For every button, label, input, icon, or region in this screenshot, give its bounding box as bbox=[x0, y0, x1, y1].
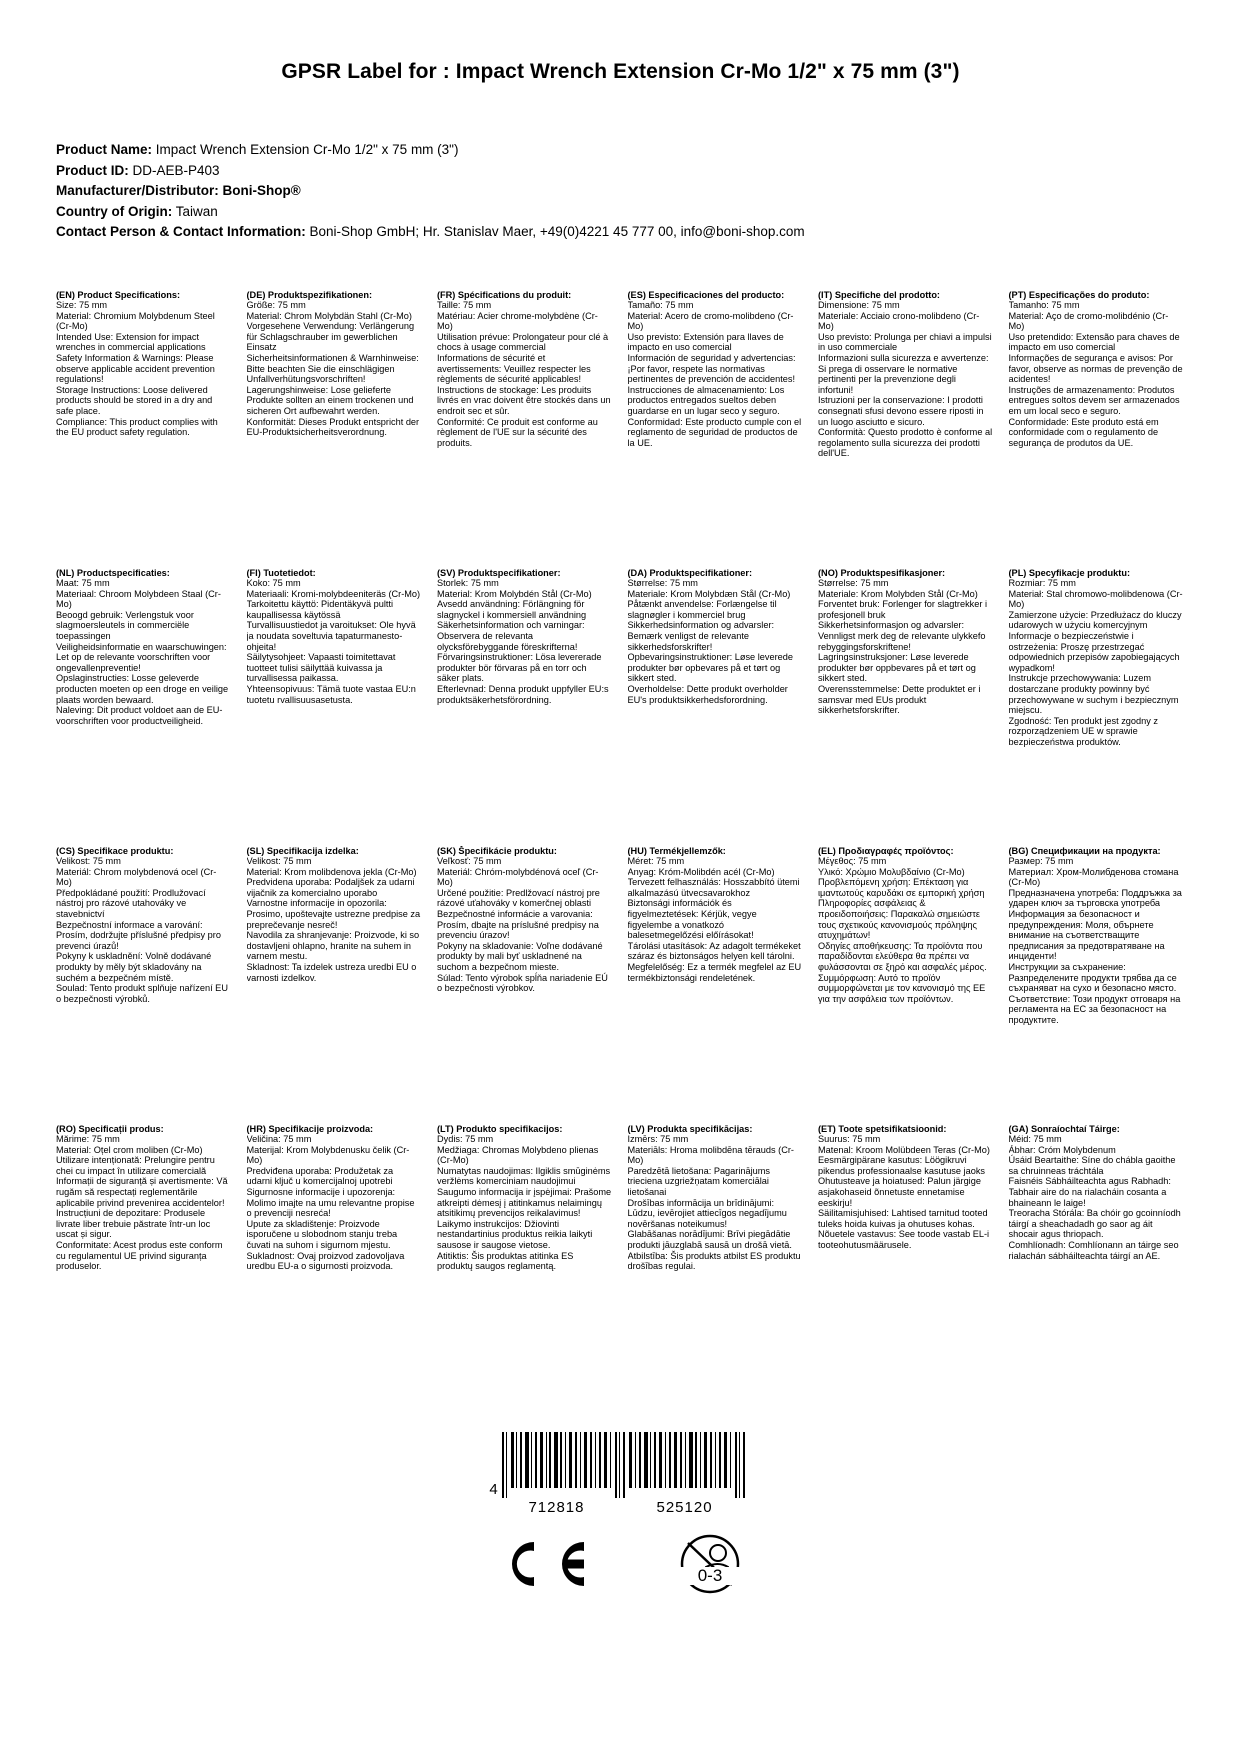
spec-body: Storlek: 75 mm Material: Krom Molybdén Stål (Cr-Mo) Avsedd användning: Förlängning för slagnyckel i kommersiell användning Säkerhetsinformation och varningar: Observera de relevanta olycksförebyggande föreskrifterna! Förvaringsinstruktioner: Lösa levererade produkter bör förvaras på en torr och säker plats. Efterlevnad: Denna produkt uppfyller EU:s produktsäkerhetsförordning. bbox=[437, 578, 609, 705]
spec-cell-sv bbox=[437, 568, 614, 846]
spec-cell-lt bbox=[437, 1124, 614, 1402]
contact-label: Contact Person & Contact Information: bbox=[56, 224, 306, 239]
spec-title: (ET) Toote spetsifikatsioonid: bbox=[818, 1123, 947, 1134]
spec-title: (SK) Špecifikácie produktu: bbox=[437, 845, 557, 856]
spec-body: Veľkosť: 75 mm Materiál: Chróm-molybdénová oceľ (Cr-Mo) Určené použitie: Predlžovací nástroj pre rázové uťahováky v komerčnej oblasti Bezpečnostné informácie a varovania: Prosím, dbajte na príslušné predpisy na prevenciu úrazov! Pokyny na skladovanie: Voľne dodávané produkty by mali byť uskladnené na suchom a bezpečnom mieste. Súlad: Tento výrobok spĺňa nariadenie EÚ o bezpečnosti výrobkov. bbox=[437, 856, 608, 994]
spec-title: (NO) Produktspesifikasjoner: bbox=[818, 567, 946, 578]
spec-cell-nl bbox=[56, 568, 233, 846]
meta-row-country bbox=[56, 202, 1185, 222]
spec-title: (GA) Sonraíochtaí Táirge: bbox=[1008, 1123, 1120, 1134]
page-title: GPSR Label for : Impact Wrench Extension Cr-Mo 1/2" x 75 mm (3") bbox=[281, 60, 960, 83]
country-label: Country of Origin: bbox=[56, 203, 173, 219]
spec-title: (RO) Specificații produs: bbox=[56, 1123, 164, 1134]
spec-cell-et bbox=[818, 1124, 995, 1402]
spec-title: (SV) Produktspecifikationer: bbox=[437, 567, 561, 578]
manufacturer-label: Manufacturer/Distributor: bbox=[56, 183, 219, 198]
svg-text:0-3: 0-3 bbox=[697, 1566, 722, 1585]
spec-cell-de bbox=[247, 290, 424, 568]
spec-title: (EN) Product Specifications: bbox=[56, 289, 181, 300]
spec-title: (LV) Produkta specifikācijas: bbox=[627, 1123, 753, 1134]
spec-body: Størrelse: 75 mm Materiale: Krom Molybdæn Stål (Cr-Mo) Påtænkt anvendelse: Forlængelse til slagnøgler i kommerciel brug Sikkerhedsinformation og advarsler: Bemærk venligst de relevante sikkerhedsforskrifter! Opbevaringsinstruktioner: Løse leverede produkter bør opbevares på et tørt og sikkert sted. Overholdelse: Dette produkt overholder EU's produktsikkerhedsforordning. bbox=[627, 578, 793, 705]
product-id-value: DD-AEB-P403 bbox=[132, 162, 220, 178]
spec-cell-ga bbox=[1009, 1124, 1186, 1402]
spec-cell-it bbox=[818, 290, 995, 568]
spec-body: Veličina: 75 mm Materijal: Krom Molybdenusku čelik (Cr-Mo) Predviđena uporaba: Produžetak za udarni ključ u komercijalnoj upotrebi Sigurnosne informacije i upozorenja: Molimo imajte na umu relevantne propise o prevenciji nesreća! Upute za skladištenje: Proizvode isporučene u slobodnom stanju treba čuvati na suhom i sigurnom mjestu. Sukladnost: Ovaj proizvod zadovoljava uredbu EU-a o sigurnosti proizvoda. bbox=[246, 1134, 415, 1272]
spec-title: (BG) Спецификации на продукта: bbox=[1008, 845, 1161, 856]
contact-value: Boni-Shop GmbH; Hr. Stanislav Maer, +49(0)4221 45 777 00, info@boni-shop.com bbox=[309, 224, 805, 239]
language-spec-grid bbox=[56, 290, 1185, 1402]
country-value: Taiwan bbox=[175, 203, 218, 219]
spec-cell-hr bbox=[247, 1124, 424, 1402]
spec-cell-pl bbox=[1009, 568, 1186, 846]
spec-body: Maat: 75 mm Materiaal: Chroom Molybdeen Staal (Cr-Mo) Beoogd gebruik: Verlengstuk voor slagmoersleutels in commerciële toepassingen Veiligheidsinformatie en waarschuwingen: Let op de relevante voorschriften voor ongevallenpreventie! Opslaginstructies: Losse geleverde producten moeten op een droge en veilige plaats worden bewaard. Naleving: Dit product voldoet aan de EU-voorschriften voor productveiligheid. bbox=[56, 578, 229, 726]
spec-cell-es bbox=[628, 290, 805, 568]
spec-body: Mărime: 75 mm Material: Oțel crom moliben (Cr-Mo) Utilizare intenționată: Prelungire pentru chei cu impact în utilizare comercială Informații de siguranță și avertismente: Vă rugăm să respectați reglementările aplicabile privind prevenirea accidentelor! Instrucțiuni de depozitare: Produsele livrate liber trebuie păstrate într-un loc uscat și sigur. Conformitate: Acest produs este conform cu regulamentul UE privind siguranța produselor. bbox=[56, 1134, 228, 1272]
spec-title: (HR) Specifikacije proizvoda: bbox=[246, 1123, 374, 1134]
spec-title: (CS) Specifikace produktu: bbox=[56, 845, 174, 856]
spec-cell-bg bbox=[1009, 846, 1186, 1124]
spec-title: (ES) Especificaciones del producto: bbox=[627, 289, 785, 300]
spec-body: Suurus: 75 mm Matenal: Kroom Molübdeen Teras (Cr-Mo) Eesmärgipärane kasutus: Löögikruvi pikendus professionaalse kasutuse jaoks Ohutusteave ja hoiatused: Palun järgige asjakohaseid õnnetuste ennetamise eeskirju! Säilitamisjuhised: Lahtised tarnitud tooted tuleks hoida kuivas ja ohutuses kohas. Nõuetele vastavus: See toode vastab EL-i tooteohutusmäärusele. bbox=[818, 1134, 990, 1251]
spec-body: Größe: 75 mm Material: Chrom Molybdän Stahl (Cr-Mo) Vorgesehene Verwendung: Verlängerung für Schlagschrauber im gewerblichen Einsatz Sicherheitsinformationen & Warnhinweise: Bitte beachten Sie die einschlägigen Unfallverhütungsvorschriften! Lagerungshinweise: Lose gelieferte Produkte sollten an einem trockenen und sicheren Ort aufbewahrt werden. Konformität: Dieses Produkt entspricht der EU-Produktsicherheitsverordnung. bbox=[246, 300, 420, 438]
spec-cell-da bbox=[628, 568, 805, 846]
spec-body: Izmērs: 75 mm Materiāls: Hroma molibdēna tērauds (Cr-Mo) Paredzētā lietošana: Pagarinājums trieciena uzgriežņatam komerciālai lietošanai Drošības informācija un brīdinājumi: Lūdzu, ievērojiet attiecīgos negadījumu novēršanas noteikumus! Glabāšanas norādījumi: Brīvi piegādātie produkti jāuzglabā sausā un drošā vietā. Atbilstība: Šis produkts atbilst ES produktu drošības regulai. bbox=[627, 1134, 801, 1272]
spec-cell-ro bbox=[56, 1124, 233, 1402]
meta-row-product-name bbox=[56, 140, 1185, 160]
spec-body: Rozmiar: 75 mm Materiał: Stal chromowo-molibdenowa (Cr-Mo) Zamierzone użycie: Przedłużacz do kluczy udarowych w użyciu komercyjnym Informacje o bezpieczeństwie i ostrzeżenia: Proszę przestrzegać odpowiednich przepisów zapobiegających wypadkom! Instrukcje przechowywania: Luzem dostarczane produkty powinny być przechowywane w suchym i bezpiecznym miejscu. Zgodność: Ten produkt jest zgodny z rozporządzeniem UE w sprawie bezpieczeństwa produktów. bbox=[1008, 578, 1183, 747]
spec-cell-cs bbox=[56, 846, 233, 1124]
spec-title: (IT) Specifiche del prodotto: bbox=[818, 289, 940, 300]
spec-body: Koko: 75 mm Materiaali: Kromi-molybdeeniteräs (Cr-Mo) Tarkoitettu käyttö: Pidentäkyvä pultti kaupallisessa käytössä Turvallisuustiedot ja varoitukset: Ole hyvä ja noudata soveltuvia tapaturmanesto-ohjeita! Säilytysohjeet: Vapaasti toimitettavat tuotteet tulisi säilyttää kuivassa ja turvallisessa paikassa. Yhteensopivuus: Tämä tuote vastaa EU:n tuotetu rvallisuusasetusta. bbox=[246, 578, 421, 705]
spec-body: Velikost: 75 mm Material: Krom molibdenova jekla (Cr-Mo) Predvidena uporaba: Podaljšek za udarni vijačnik za komercialno uporabo Varnostne informacije in opozorila: Prosimo, upoštevajte ustrezne predpise za preprečevanje nesreč! Navodila za shranjevanje: Proizvode, ki so dostavljeni ohlapno, hranite na suhem in varnem mestu. Skladnost: Ta izdelek ustreza uredbi EU o varnosti izdelkov. bbox=[246, 856, 421, 983]
spec-body: Taille: 75 mm Matériau: Acier chrome-molybdène (Cr-Mo) Utilisation prévue: Prolongateur pour clé à chocs à usage commercial Informations de sécurité et avertissements: Veuillez respecter les règlements de sécurité applicables! Instructions de stockage: Les produits livrés en vrac doivent être stockés dans un endroit sec et sûr. Conformité: Ce produit est conforme au règlement de l'UE sur la sécurité des produits. bbox=[437, 300, 611, 448]
product-meta-block bbox=[56, 140, 1185, 242]
spec-body: Tamanho: 75 mm Material: Aço de cromo-molibdénio (Cr-Mo) Uso pretendido: Extensão para chaves de impacto em uso comercial Informações de segurança e avisos: Por favor, observe as normas de prevenção de acidentes! Instruções de armazenamento: Produtos entregues soltos devem ser armazenados em um local seco e seguro. Conformidade: Este produto está em conformidade com o regulamento de segurança de produtos da UE. bbox=[1008, 300, 1183, 448]
spec-title: (DE) Produktspezifikationen: bbox=[246, 289, 373, 300]
spec-cell-hu bbox=[628, 846, 805, 1124]
spec-title: (EL) Προδιαγραφές προϊόντος: bbox=[818, 845, 954, 856]
spec-cell-fi bbox=[247, 568, 424, 846]
spec-body: Tamaño: 75 mm Material: Acero de cromo-molibdeno (Cr-Mo) Uso previsto: Extensión para llaves de impacto en uso comercial Información de seguridad y advertencias: ¡Por favor, respete las normativas pertinentes de prevención de accidentes! Instrucciones de almacenamiento: Los productos entregados sueltos deben guardarse en un lugar seco y seguro. Conformidad: Este producto cumple con el reglamento de seguridad de productos de la UE. bbox=[627, 300, 802, 448]
spec-body: Dydis: 75 mm Medžiaga: Chromas Molybdeno plienas (Cr-Mo) Numatytas naudojimas: Ilgiklis smūginėms veržlėms komerciniam naudojimui Saugumo informacija ir įspėjimai: Prašome atkreipti dėmesį į atitinkamus nelaimingų atsitikimų prevencijos reikalavimus! Laikymo instrukcijos: Džiovinti nestandartinius produktus reikia laikyti sausose ir saugose vietose. Atitiktis: Šis produktas atitinka ES produktų saugos reglamentą. bbox=[437, 1134, 612, 1272]
no-children-under-3-icon bbox=[676, 1533, 744, 1600]
spec-title: (FR) Spécifications du produit: bbox=[437, 289, 572, 300]
spec-cell-no bbox=[818, 568, 995, 846]
manufacturer-value: Boni-Shop® bbox=[222, 183, 301, 198]
spec-title: (PL) Specyfikacje produktu: bbox=[1008, 567, 1131, 578]
spec-body: Størrelse: 75 mm Materiale: Krom Molybden Stål (Cr-Mo) Forventet bruk: Forlenger for slagtrekker i profesjonell bruk Sikkerhetsinformasjon og advarsler: Vennligst merk deg de relevante ulykkefo rebyggingsforskriftene! Lagringsinstruksjoner: Løse leverede produkter bør oppbevares på et tørt og sikkert sted. Overensstemmelse: Dette produktet er i samsvar med EUs produkt sikkerhetsforskrifter. bbox=[818, 578, 988, 716]
spec-body: Μέγεθος: 75 mm Υλικό: Χρώμιο Μολυβδαίνιο (Cr-Mo) Προβλεπόμενη χρήση: Επέκταση για ιμαντωτούς καρυδάκι σε εμπορική χρήση Πληροφορίες ασφάλειας & προειδοποιήσεις: Παρακαλώ σημειώστε τους σχετικούς κανονισμούς πρόληψης ατυχημάτων! Οδηγίες αποθήκευσης: Τα προϊόντα που παραδίδονται ελεύθερα θα πρέπει να φυλάσσονται σε ξηρό και ασφαλές μέρος. Συμμόρφωση: Αυτό το προϊόν συμμορφώνεται με τον κανονισμό της ΕΕ για την ασφάλεια των προϊόντων. bbox=[818, 856, 987, 1004]
barcode-bars bbox=[502, 1432, 752, 1498]
meta-row-product-id bbox=[56, 161, 1185, 181]
spec-title: (FI) Tuotetiedot: bbox=[246, 567, 316, 578]
spec-title: (DA) Produktspecifikationer: bbox=[627, 567, 753, 578]
barcode bbox=[489, 1420, 751, 1498]
product-name-label: Product Name: bbox=[56, 142, 153, 157]
spec-cell-pt bbox=[1009, 290, 1186, 568]
barcode-bars-svg bbox=[502, 1432, 752, 1498]
spec-body: Velikost: 75 mm Materiál: Chrom molybdenová ocel (Cr-Mo) Předpokládané použití: Prodlužovací nástroj pro rázové utahováky ve stavebnictví Bezpečnostní informace a varování: Prosím, dodržujte příslušné předpisy pro prevenci úrazů! Pokyny k uskladnění: Volně dodávané produkty by měly být skladovány na suchém a bezpečném místě. Soulad: Tento produkt splňuje nařízení EU o bezpečnosti výrobků. bbox=[56, 856, 228, 1004]
spec-cell-sk bbox=[437, 846, 614, 1124]
spec-body: Size: 75 mm Material: Chromium Molybdenum Steel (Cr-Mo) Intended Use: Extension for impact wrenches in commercial applications Safety Information & Warnings: Please observe applicable accident prevention regulations! Storage Instructions: Loose delivered products should be stored in a dry and safe place. Compliance: This product complies with the EU product safety regulation. bbox=[56, 300, 218, 438]
meta-row-manufacturer bbox=[56, 181, 1185, 201]
spec-cell-en bbox=[56, 290, 233, 568]
barcode-area bbox=[56, 1420, 1185, 1516]
spec-body: Размер: 75 mm Материал: Хром-Молибденова стомана (Cr-Mo) Предназначена употреба: Поддръжка за ударен ключ за търговска употреба Информация за безопасност и предупреждения: Моля, обърнете внимание на съответстващите предписания за предотвратяване на инциденти! Инструкции за съхранение: Разпределените продукти трябва да се съхраняват на сухо и безопасно място. Съответствие: Този продукт отговаря на регламента на ЕС за безопасност на продуктите. bbox=[1008, 856, 1182, 1025]
meta-row-contact bbox=[56, 222, 1185, 242]
spec-title: (PT) Especificações do produto: bbox=[1008, 289, 1150, 300]
spec-title: (NL) Productspecificaties: bbox=[56, 567, 170, 578]
spec-title: (LT) Produkto specifikacijos: bbox=[437, 1123, 563, 1134]
product-id-label: Product ID: bbox=[56, 162, 129, 178]
product-name-value: Impact Wrench Extension Cr-Mo 1/2" x 75 mm (3") bbox=[155, 142, 459, 157]
barcode-leading-digit: 4 bbox=[489, 1480, 498, 1498]
spec-cell-fr bbox=[437, 290, 614, 568]
spec-title: (HU) Termékjellemzők: bbox=[627, 845, 726, 856]
spec-cell-lv bbox=[628, 1124, 805, 1402]
spec-body: Méid: 75 mm Ábhar: Cróm Molybdenum Úsáid Beartaithe: Síne do chábla gaoithe sa chruinneas tráchtála Faisnéis Sábháilteachta agus Rabhadh: Tabhair aire do na rialacháin cosanta a bhaineann le laige! Treoracha Stórála: Ba chóir go gcoinníodh táirgí a sheachadadh go saor ag áit shocair agus thriopach. Comhlíonadh: Comhlíonann an táirge seo rialachán sábháilteachta táirgí an AE. bbox=[1008, 1134, 1181, 1261]
spec-cell-sl bbox=[247, 846, 424, 1124]
spec-body: Méret: 75 mm Anyag: Króm-Molibdén acél (Cr-Mo) Tervezett felhasználás: Hosszabbító ütemi alkalmazású ütvecsavarokhoz Biztonsági információk és figyelmeztetések: Kérjük, vegye figyelembe a vonatkozó balesetmegelőzési előírásokat! Tárolási utasítások: Az adagolt termékeket száraz és biztonságos helyen kell tárolni. Megfelelőség: Ez a termék megfelel az EU termékbiztonsági rendeletének. bbox=[627, 856, 802, 983]
barcode-left-group: 712818 bbox=[528, 1498, 585, 1516]
spec-body: Dimensione: 75 mm Materiale: Acciaio crono-molibdeno (Cr-Mo) Uso previsto: Prolunga per chiavi a impulsi in uso commerciale Informazioni sulla sicurezza e avvertenze: Si prega di osservare le normative pertinenti per la prevenzione degli infortuni! Istruzioni per la conservazione: I prodotti consegnati sfusi devono essere riposti in un luogo asciutto e sicuro. Conformità: Questo prodotto è conforme al regolamento sulla sicurezza dei prodotti dell'UE. bbox=[818, 300, 993, 459]
barcode-right-group: 525120 bbox=[656, 1498, 713, 1516]
ce-mark-icon bbox=[498, 1534, 590, 1599]
compliance-marks bbox=[56, 1532, 1185, 1602]
spec-title: (SL) Specifikacija izdelka: bbox=[246, 845, 359, 856]
barcode-numbers bbox=[528, 1499, 712, 1516]
spec-cell-el bbox=[818, 846, 995, 1124]
